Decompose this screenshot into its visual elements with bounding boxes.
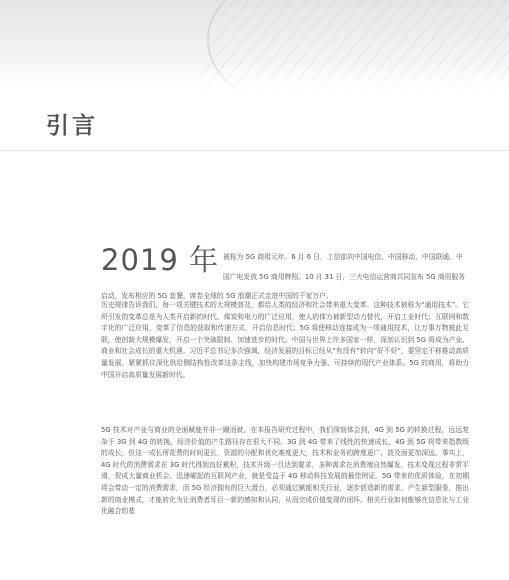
header-banner — [0, 0, 509, 95]
body-paragraph-1: 历史规律告诉我们，每一项关键技术的大规模普及，都给人类的经济和社会带来重大变革。这种技术被称为“通用技术”。它所引发的变革总是为人类开启新的时代。煤炭和电力的广泛应用，使人的体力被新型动力替代，开启工业时代；互联网和数字化的广泛应用，变革了信息的获取和传递方式，开启信息时代；5G 将使移动连接成为一项通用技术，让万事万物被此互联，使创新大规模爆发，开启一个突破限制、加速进步的时代。中国与世界上许多国家一样，深刻认识到 5G 将成为产业、商业和社会成长的重大机遇。习近平总书记多次强调，经济发展的目标已经从“有没有”转向“好不好”，要坚定不移推动高质量发展。紧紧抓住深化供给侧结构性改革这条主线，加快构建市场竞争力强、可持续的现代产业体系。5G 的商用，将助力中国开启高质量发展新时代。 — [101, 301, 469, 379]
title-divider — [0, 150, 509, 151]
lead-paragraph — [101, 244, 469, 303]
lead-text: 被称为 5G 商用元年。6 月 6 日，工信部向中国电信、中国移动、中国联通、中国广电发放 5G 商用牌照。10 月 31 日，三大电信运营商共同宣布 5G 商用服务启动，发布相应的 5G 套餐，席卷全球的 5G 浪潮正式走进中国的千家万户。 — [101, 253, 465, 300]
banner-fade — [0, 65, 509, 95]
section-title: 引言 — [46, 113, 98, 139]
lead-year: 2019 年 — [101, 243, 220, 277]
body-paragraph-2: 5G 技术对产业与商业的全面赋能并非一蹴而就。在本报告研究过程中，我们深刻体会到，4G 到 5G 的转换过程，远远复杂于 3G 到 4G 的转换，经济价值的产生路径存在很大不同。3G 到 4G 带来了线性的快速成长，4G 到 5G 将带来指数级的成长，但这一成长所花费的时间更长，资源的分配和优化难度更大，技术和业务的跨度更广，波及面更加深远。事实上，4G 时代的消费需求在 3G 时代得到良好累积，技术升级一旦达到要求，多种需求在消费端自然爆发，技术变现过程非常平滑，促成大量商业机会。迅速崛起的互联网产业，就是受益于 4G 移动科技发展的最佳例证。5G 带来的优质体验，在初期将会带动一定的消费需求，而 5G 经济拥有的巨大潜力，必须通过赋能相关行业，逐步创造新的需求，产生新型服务，推出新的商业模式，才能转化为让消费者耳目一新的感知和认同，从而完成价值变现的闭环。相关行业如何能够在信息化与工业化融合的基 — [101, 426, 469, 516]
